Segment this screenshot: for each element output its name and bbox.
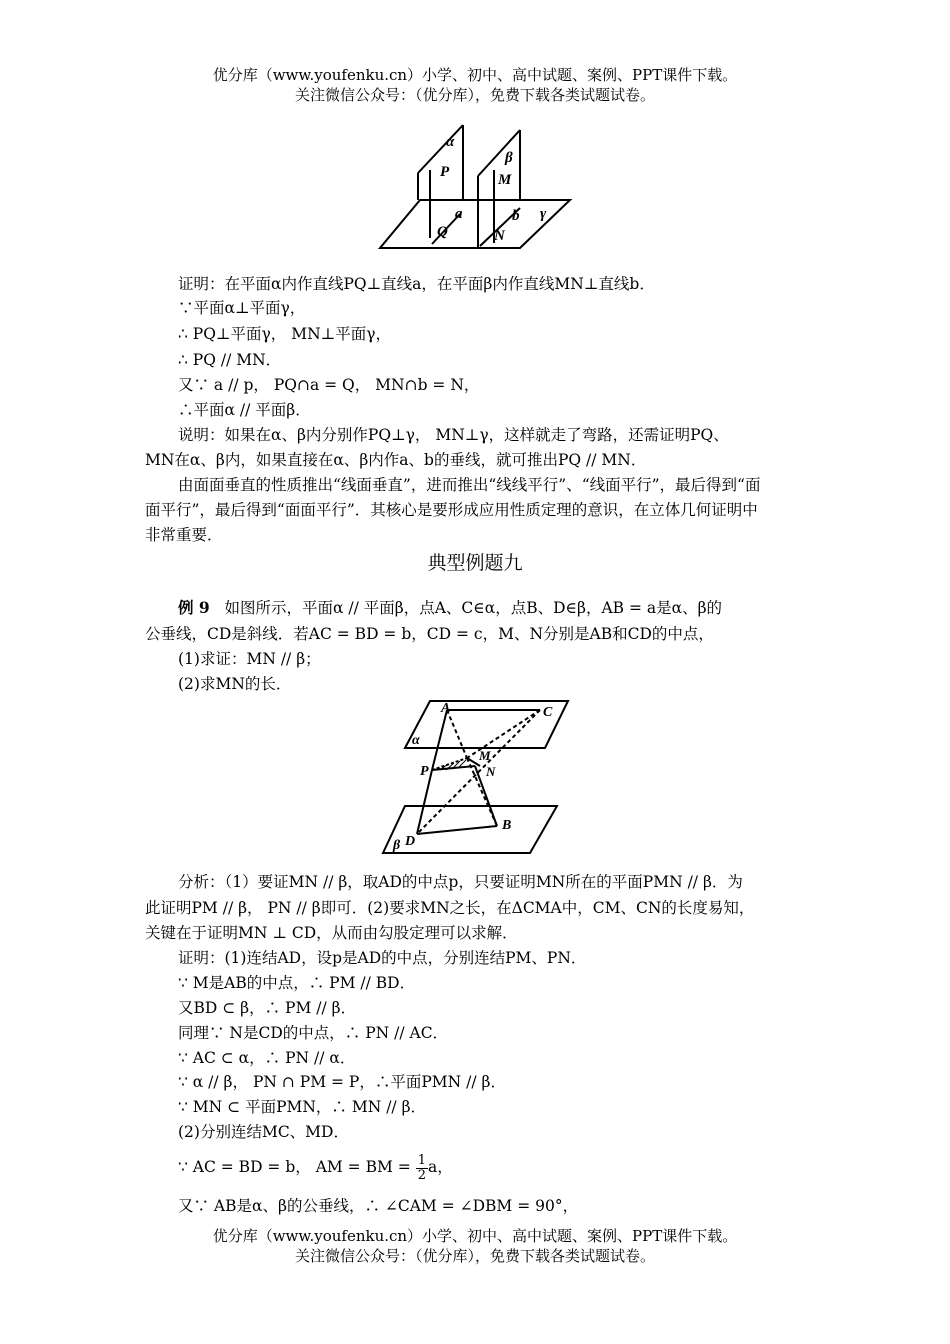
proof8-line-6: ∴平面α // 平面β． [178, 401, 311, 419]
proof8-line-5: 又∵ a // p， PQ∩a = Q， MN∩b = N， [178, 376, 480, 394]
proof9-step-3: 又BD ⊂ β，∴ PM // β． [178, 999, 357, 1017]
fig1-label-m: M [498, 172, 512, 188]
fig2-label-p: P [420, 764, 429, 779]
example9-question-1: (1)求证：MN // β； [178, 650, 321, 668]
fig1-label-b: b [512, 208, 520, 224]
proof8-line-2: ∵平面α⊥平面γ， [178, 299, 306, 317]
proof9-step-1: 证明：(1)连结AD，设p是AD的中点，分别连结PM、PN． [178, 949, 587, 967]
footer-line-2: 关注微信公众号：（优分库），免费下载各类试题试卷。 [294, 1247, 655, 1265]
summary-line-3: 非常重要． [145, 526, 223, 544]
fig2-label-c: C [543, 705, 553, 720]
figure-perpendicular-planes [0, 118, 950, 268]
fig1-label-q: Q [437, 224, 448, 240]
section-title: 典型例题九 [427, 552, 523, 574]
proof8-line-3: ∴ PQ⊥平面γ， MN⊥平面γ， [178, 325, 391, 343]
example9-question-2: (2)求MN的长． [178, 675, 292, 693]
fig2-label-b: B [502, 818, 512, 833]
header-line-2: 关注微信公众号：（优分库），免费下载各类试题试卷。 [294, 86, 655, 104]
proof9-step-9-tail: a， [427, 1158, 453, 1176]
fig2-label-m: M [479, 748, 491, 763]
fig2-label-d: D [405, 834, 416, 849]
fraction-one-half [416, 1154, 428, 1183]
fig1-label-a: a [455, 206, 463, 222]
fig1-label-alpha: α [446, 134, 455, 150]
proof9-step-4: 同理∵ N是CD的中点，∴ PN // AC． [178, 1024, 449, 1042]
analysis-line-3: 关键在于证明MN ⊥ CD，从而由勾股定理可以求解． [145, 924, 518, 942]
fraction-denominator: 2 [417, 1167, 426, 1183]
example9-line-2: 公垂线，CD是斜线．若AC = BD = b，CD = c，M、N分别是AB和CD的中点， [145, 625, 714, 643]
proof9-step-9 [178, 1150, 848, 1184]
proof9-step-7: ∵ MN ⊂ 平面PMN，∴ MN // β． [178, 1098, 427, 1116]
summary-line-2: 面平行”，最后得到“面面平行”．其核心是要形成应用性质定理的意识，在立体几何证明中 [145, 501, 758, 519]
example9-line-1 [178, 598, 848, 618]
proof8-line-1: 证明：在平面α内作直线PQ⊥直线a，在平面β内作直线MN⊥直线b． [178, 275, 655, 293]
summary-line-1: 由面面垂直的性质推出“线面垂直”，进而推出“线线平行”、“线面平行”，最后得到“面 [178, 476, 761, 494]
proof9-step-9-text: ∵ AC = BD = b， AM = BM = [178, 1158, 416, 1176]
fig1-label-beta: β [505, 150, 513, 166]
fraction-numerator: 1 [417, 1152, 426, 1168]
footer-line-1: 优分库（www.youfenku.cn）小学、初中、高中试题、案例、PPT课件下载。 [212, 1227, 738, 1245]
fig2-label-alpha: α [412, 733, 420, 748]
proof9-step-2: ∵ M是AB的中点，∴ PM // BD． [178, 974, 416, 992]
proof9-step-10: 又∵ AB是α、β的公垂线，∴ ∠CAM = ∠DBM = 90°， [178, 1197, 579, 1215]
header-line-1: 优分库（www.youfenku.cn）小学、初中、高中试题、案例、PPT课件下载。 [212, 66, 738, 84]
fig2-label-a: A [441, 701, 451, 716]
proof9-step-6: ∵ α // β， PN ∩ PM = P，∴平面PMN // β． [178, 1073, 506, 1091]
proof8-note-2: MN在α、β内，如果直接在α、β内作a、b的垂线，就可推出PQ // MN． [145, 451, 647, 469]
fig2-label-n: N [486, 764, 496, 779]
proof8-line-4: ∴ PQ // MN． [178, 351, 282, 369]
analysis-line-2: 此证明PM // β， PN // β即可．(2)要求MN之长，在ΔCMA中，CM、CN的长度易知， [145, 899, 755, 917]
fig1-label-n: N [494, 228, 505, 244]
example9-label: 例 9 [178, 598, 210, 617]
figure-parallel-planes [0, 698, 950, 858]
fig1-label-p: P [440, 164, 450, 180]
proof8-note-1: 说明：如果在α、β内分别作PQ⊥γ， MN⊥γ，这样就走了弯路，还需证明PQ、 [178, 426, 729, 444]
fig1-label-gamma: γ [540, 206, 547, 222]
proof9-step-5: ∵ AC ⊂ α，∴ PN // α． [178, 1049, 356, 1067]
fig2-label-beta: β [393, 838, 401, 853]
example9-text-1: 如图所示，平面α // 平面β，点A、C∈α，点B、D∈β，AB = a是α、β的 [224, 599, 723, 617]
proof9-step-8: (2)分别连结MC、MD． [178, 1123, 349, 1141]
analysis-line-1: 分析：（1）要证MN // β，取AD的中点p，只要证明MN所在的平面PMN // β．为 [178, 873, 743, 891]
